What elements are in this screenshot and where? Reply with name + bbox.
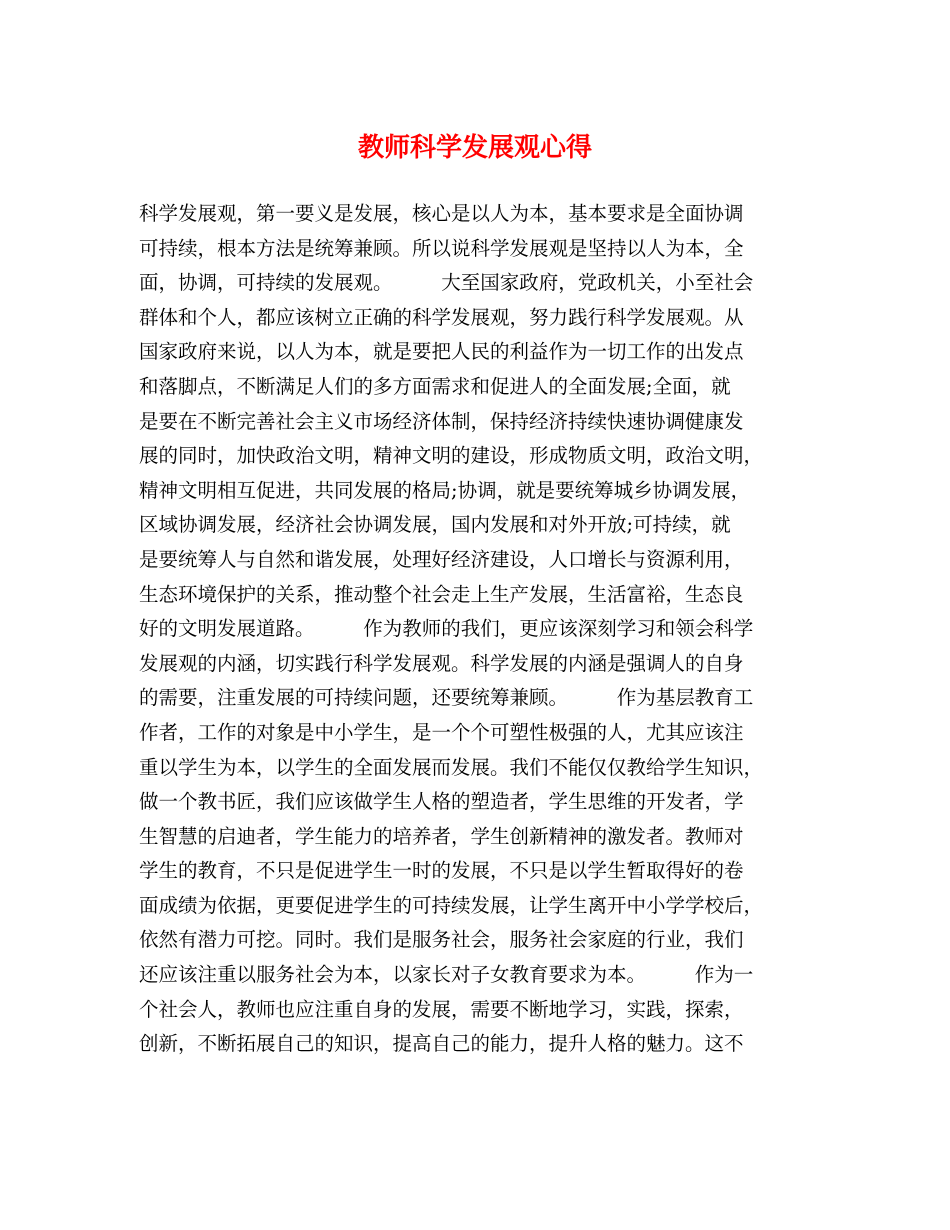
body-line: 可持续，根本方法是统筹兼顾。所以说科学发展观是坚持以人为本，全 xyxy=(139,236,744,260)
body-line: 作者，工作的对象是中小学生，是一个个可塑性极强的人，尤其应该注 xyxy=(139,720,744,744)
body-line: 生态环境保护的关系，推动整个社会走上生产发展，生活富裕，生态良 xyxy=(139,582,744,606)
document-body xyxy=(139,197,839,1062)
body-line: 科学发展观，第一要义是发展，核心是以人为本，基本要求是全面协调 xyxy=(139,202,744,225)
body-line: 创新，不断拓展自己的知识，提高自己的能力，提升人格的魅力。这不 xyxy=(139,1032,744,1056)
body-line: 发展观的内涵，切实践行科学发展观。科学发展的内涵是强调人的自身 xyxy=(139,651,744,675)
body-line: 还应该注重以服务社会为本，以家长对子女教育要求为本。 作为一 xyxy=(139,963,754,987)
body-line: 生智慧的启迪者，学生能力的培养者，学生创新精神的激发者。教师对 xyxy=(139,824,744,848)
body-line: 面，协调，可持续的发展观。 大至国家政府，党政机关，小至社会 xyxy=(139,271,754,295)
body-line: 个社会人，教师也应注重自身的发展，需要不断地学习，实践，探索， xyxy=(139,997,744,1021)
body-line: 展的同时，加快政治文明，精神文明的建设，形成物质文明，政治文明， xyxy=(139,444,764,468)
body-line: 是要在不断完善社会主义市场经济体制，保持经济持续快速协调健康发 xyxy=(139,409,744,433)
body-line: 精神文明相互促进，共同发展的格局;协调，就是要统筹城乡协调发展， xyxy=(139,478,751,502)
body-line: 学生的教育，不只是促进学生一时的发展，不只是以学生暂取得好的卷 xyxy=(139,859,744,883)
body-line: 好的文明发展道路。 作为教师的我们，更应该深刻学习和领会科学 xyxy=(139,617,754,641)
body-line: 做一个教书匠，我们应该做学生人格的塑造者，学生思维的开发者，学 xyxy=(139,790,744,814)
body-line: 是要统筹人与自然和谐发展，处理好经济建设，人口增长与资源利用， xyxy=(139,547,744,571)
body-line: 的需要，注重发展的可持续问题，还要统筹兼顾。 作为基层教育工 xyxy=(139,686,754,710)
body-line: 国家政府来说，以人为本，就是要把人民的利益作为一切工作的出发点 xyxy=(139,340,744,364)
body-line: 和落脚点，不断满足人们的多方面需求和促进人的全面发展;全面，就 xyxy=(139,374,731,398)
body-line: 群体和个人，都应该树立正确的科学发展观，努力践行科学发展观。从 xyxy=(139,305,744,329)
body-line: 重以学生为本，以学生的全面发展而发展。我们不能仅仅教给学生知识， xyxy=(139,755,764,779)
body-line: 依然有潜力可挖。同时。我们是服务社会，服务社会家庭的行业，我们 xyxy=(139,928,744,952)
body-line: 区域协调发展，经济社会协调发展，国内发展和对外开放;可持续，就 xyxy=(139,513,731,537)
body-line: 面成绩为依据，更要促进学生的可持续发展，让学生离开中小学学校后， xyxy=(139,893,764,917)
document-title: 教师科学发展观心得 xyxy=(357,133,592,163)
